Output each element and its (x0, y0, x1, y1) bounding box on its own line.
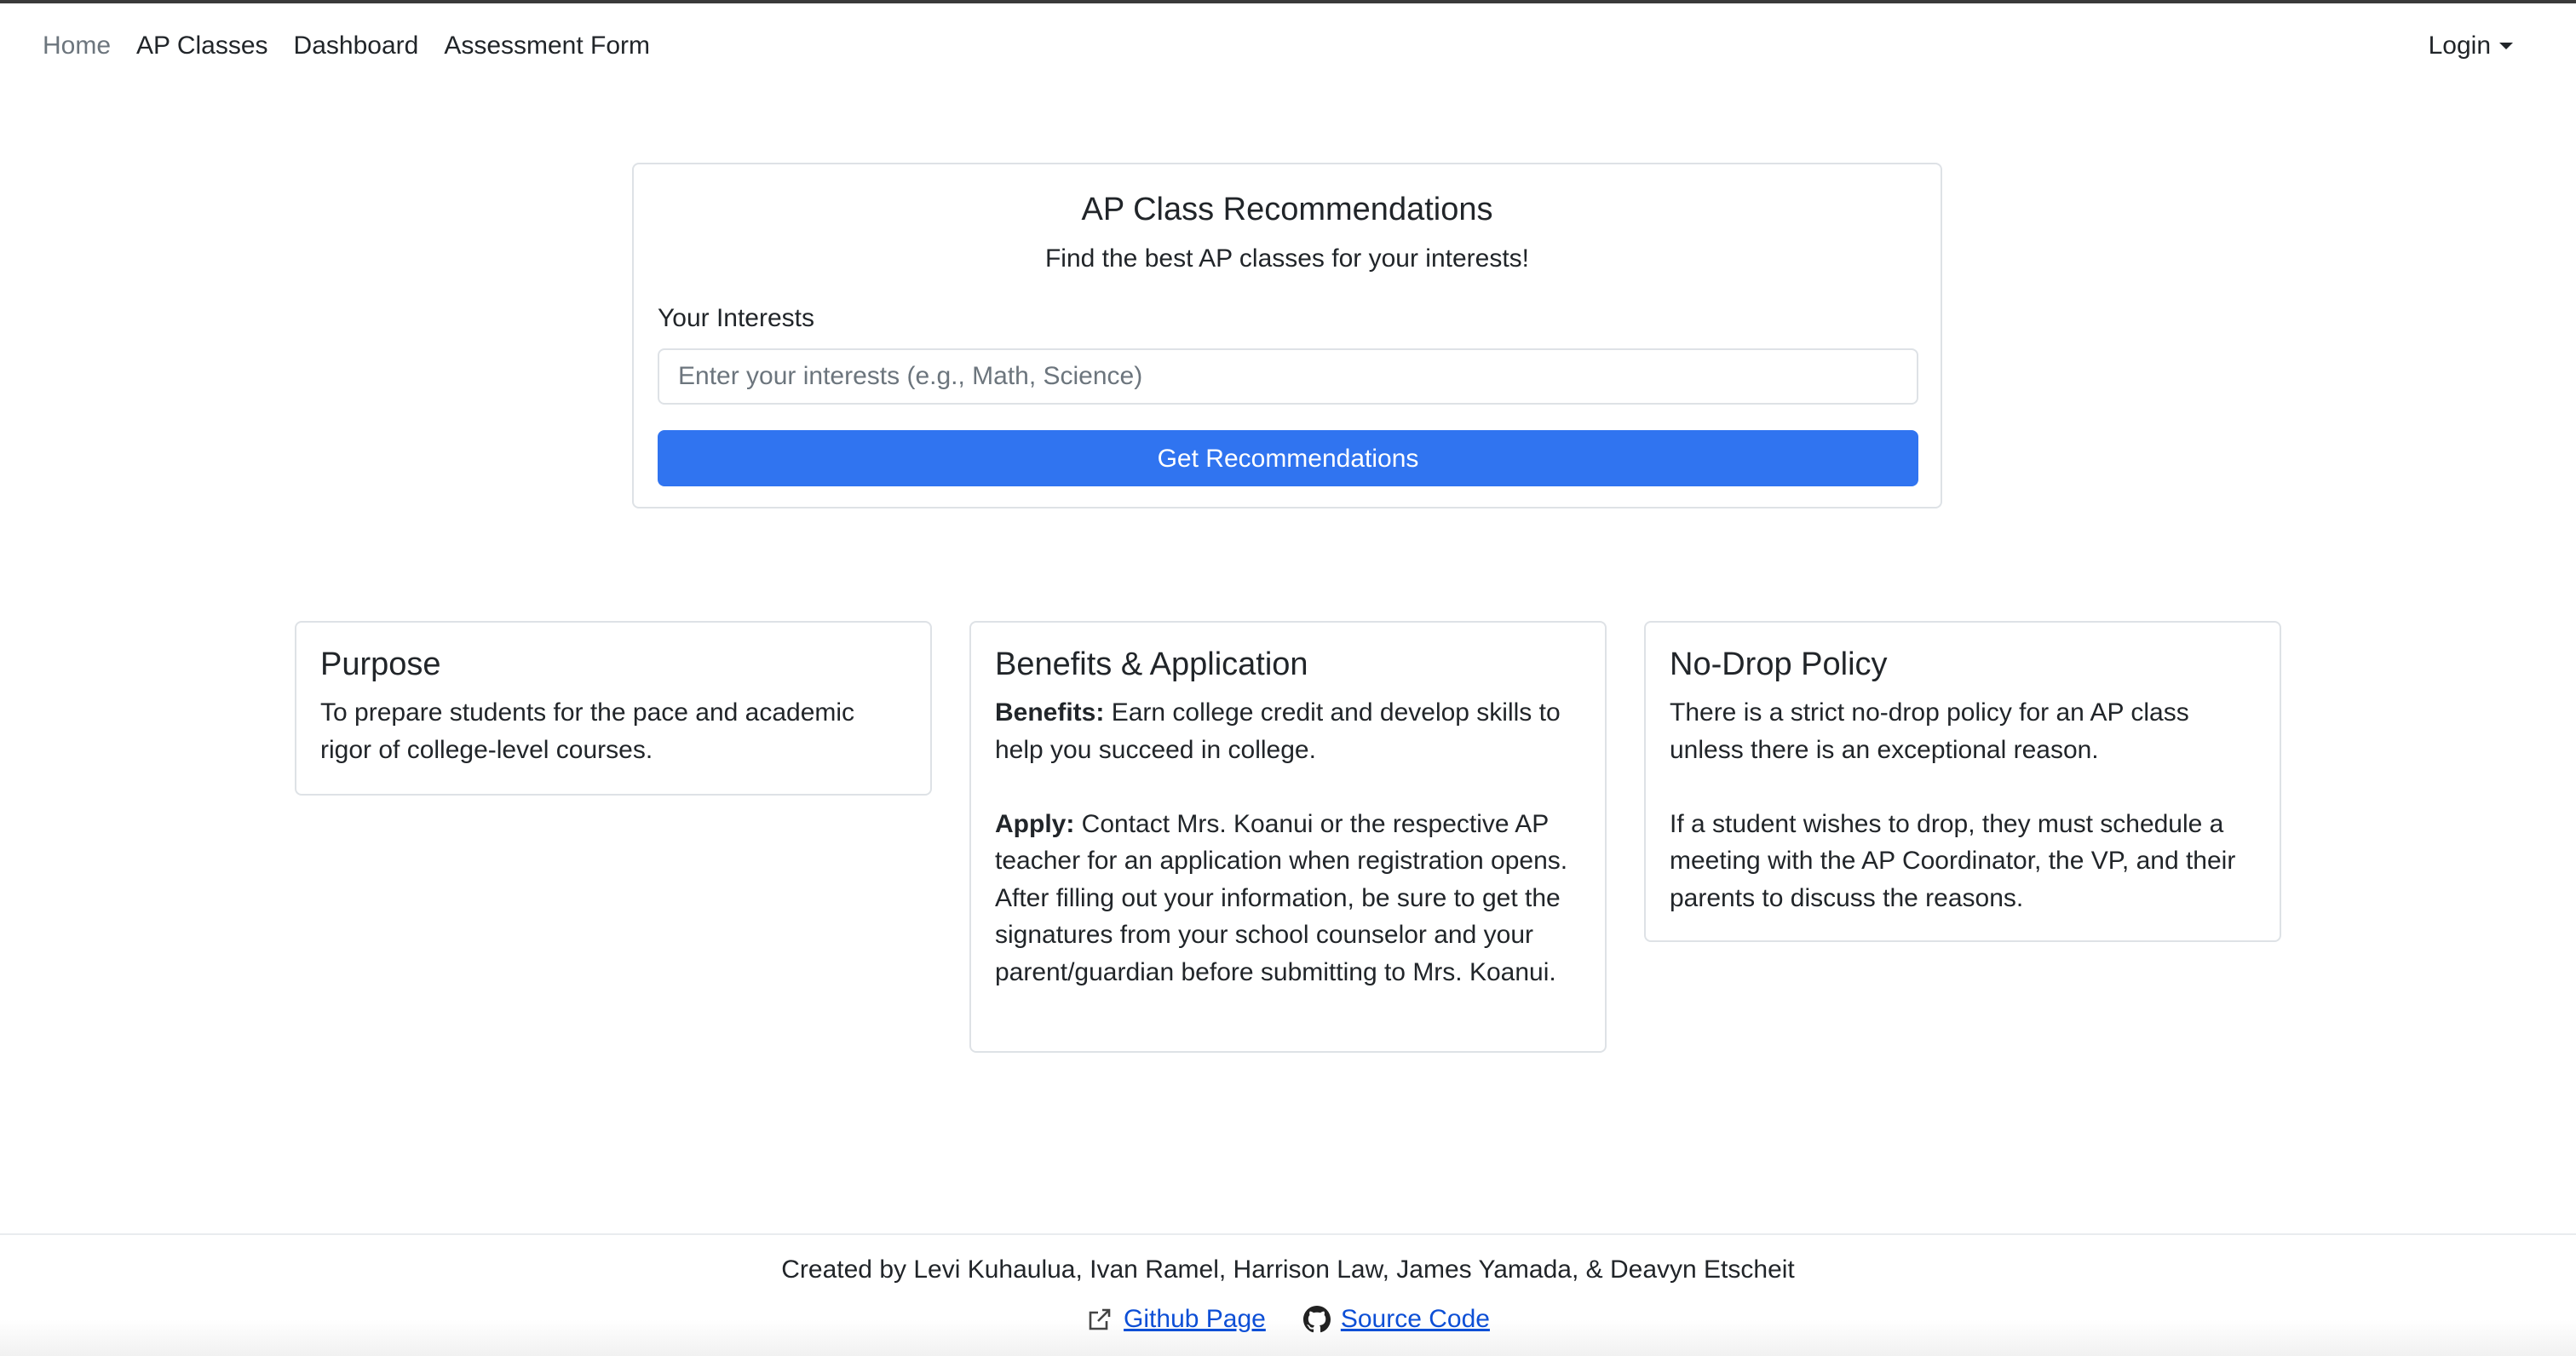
nav-links (43, 29, 676, 63)
interests-label: Your Interests (658, 304, 814, 332)
navbar (0, 3, 2576, 89)
external-link-icon (1086, 1306, 1113, 1333)
nav-link-assessment-form[interactable]: Assessment Form (444, 32, 651, 60)
footer-credits: Created by Levi Kuhaulua, Ivan Ramel, Harrison Law, James Yamada, & Deavyn Etscheit (781, 1255, 1795, 1284)
nav-link-ap-classes[interactable]: AP Classes (136, 32, 268, 60)
apply-paragraph (995, 806, 1581, 991)
footer-links (0, 1303, 2576, 1336)
github-page-label: Github Page (1124, 1305, 1266, 1333)
benefits-text: Earn college credit and develop skills to help you succeed in college. (995, 698, 1561, 764)
apply-label: Apply: (995, 809, 1075, 838)
source-code-link[interactable] (1303, 1303, 1490, 1336)
benefits-title: Benefits & Application (995, 646, 1308, 682)
nav-link-dashboard[interactable]: Dashboard (293, 32, 419, 60)
footer (0, 1233, 2576, 1356)
no-drop-title: No-Drop Policy (1670, 646, 1888, 682)
benefits-label: Benefits: (995, 698, 1105, 727)
purpose-body: To prepare students for the pace and academic rigor of college-level courses. (320, 698, 855, 764)
benefits-paragraph (995, 694, 1581, 768)
purpose-card (295, 621, 932, 796)
get-recommendations-button[interactable]: Get Recommendations (658, 430, 1918, 486)
login-dropdown[interactable] (2429, 29, 2513, 63)
benefits-card (969, 621, 1607, 1053)
login-label: Login (2428, 32, 2491, 60)
nav-link-home[interactable]: Home (43, 32, 112, 60)
recommendation-title: AP Class Recommendations (1081, 192, 1493, 227)
no-drop-paragraph-1: There is a strict no-drop policy for an AP class unless there is an exceptional reason. (1670, 698, 2189, 764)
no-drop-paragraph-2: If a student wishes to drop, they must schedule a meeting with the AP Coordinator, the VP, and their parents to discuss the reasons. (1670, 809, 2236, 912)
recommendation-subtitle: Find the best AP classes for your interests! (1044, 244, 1530, 273)
recommendation-card (632, 163, 1942, 508)
apply-text: Contact Mrs. Koanui or the respective AP teacher for an application when registration opens. After filling out your information, be sure to get the signatures from your school counselor and your parent/guardian before submitting to Mrs. Koanui. (995, 809, 1568, 986)
interests-input[interactable] (658, 348, 1918, 405)
no-drop-card (1644, 621, 2281, 942)
github-icon (1303, 1306, 1331, 1333)
github-page-link[interactable] (1086, 1303, 1266, 1336)
purpose-title: Purpose (320, 646, 441, 682)
source-code-label: Source Code (1340, 1305, 1490, 1333)
chevron-down-icon (2499, 43, 2513, 49)
